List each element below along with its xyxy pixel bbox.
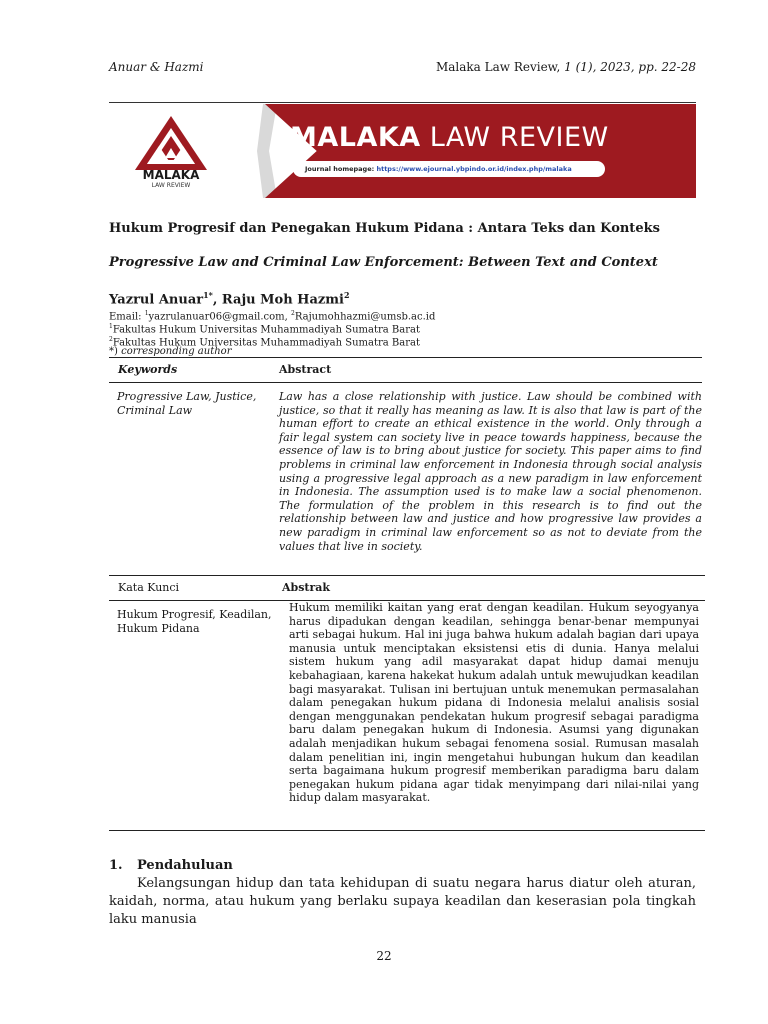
email-prefix: Email: bbox=[109, 311, 145, 323]
banner-title-bold: MALAKA bbox=[290, 122, 421, 153]
author-2: Raju Moh Hazmi bbox=[221, 292, 344, 308]
running-header-authors: Anuar & Hazmi bbox=[109, 60, 204, 74]
corresponding-mark: *) bbox=[109, 346, 122, 357]
logo-name: MALAKA bbox=[142, 168, 200, 182]
keywords-header: Keywords bbox=[118, 363, 178, 376]
author-list bbox=[109, 290, 350, 307]
author-2-sup: 2 bbox=[343, 290, 350, 300]
journal-issue: 1 (1), 2023, pp. 22-28 bbox=[560, 60, 696, 74]
journal-name: Malaka Law Review, bbox=[435, 60, 561, 74]
section-number: 1. bbox=[109, 858, 123, 873]
abstract-header: Abstract bbox=[279, 363, 332, 376]
abstrak-header: Abstrak bbox=[282, 581, 331, 594]
journal-homepage-bar bbox=[293, 161, 605, 177]
abstract-en-top-rule bbox=[109, 357, 702, 358]
abstract-en-text: Law has a close relationship with justice. Law should be combined with justice, so that it really has meaning as law. It is also that law is part of the human effort to create an ethical existence in the world. Only through a fair legal system can society live in peace towards happiness, because the essence of law is to bring about justice for society. This paper aims to find problems in criminal law enforcement in Indonesia through social analysis using a progressive legal approach as a new paradigm in law enforcement in Indonesia. The assumption used is to make law a social phenomenon. The formulation of the problem in this research is to find out the relationship between law and justice and how progressive law provides a new paradigm in criminal law enforcement so as not to deviate from the values that live in society. bbox=[279, 390, 702, 553]
affiliation-1-text: Fakultas Hukum Universitas Muhammadiyah Sumatra Barat bbox=[112, 324, 420, 336]
logo-subtitle: LAW REVIEW bbox=[151, 182, 191, 189]
abstract-id-top-rule bbox=[109, 575, 705, 576]
section-text: Kelangsungan hidup dan tata kehidupan di suatu negara harus diatur oleh aturan, kaidah, norma, atau hukum yang berlaku supaya keadilan dan keserasian pola tingkah laku manusia bbox=[109, 876, 696, 927]
abstract-id-bottom-rule bbox=[109, 830, 705, 831]
corresponding-text: corresponding author bbox=[121, 346, 232, 357]
author-1-sup: 1* bbox=[203, 290, 213, 300]
banner-title bbox=[290, 122, 609, 153]
affiliation-1-sup: 1 bbox=[109, 323, 113, 330]
keywords-id: Hukum Progresif, Keadilan, Hukum Pidana bbox=[117, 608, 272, 635]
kata-kunci-header: Kata Kunci bbox=[118, 581, 180, 594]
running-header-journal bbox=[436, 60, 696, 74]
author-1: Yazrul Anuar bbox=[109, 292, 204, 308]
abstract-id-text: Hukum memiliki kaitan yang erat dengan keadilan. Hukum seyogyanya harus dipadukan dengan keadilan, sehingga benar-benar mempunyai arti sebagai hukum. Hal ini juga bahwa hukum adalah bagian dari upaya manusia untuk menciptakan eksistensi etis di dunia. Hanya melalui sistem hukum yang adil masyarakat dapat hidup damai menuju kebahagiaan, karena hakekat hukum adalah untuk mewujudkan keadilan bagi masyarakat. Tulisan ini bertujuan untuk menemukan permasalahan dalam penegakan hukum pidana di Indonesia melalui analisis sosial dengan menggunakan pendekatan hukum progresif sebagai paradigma baru dalam penegakan hukum di Indonesia. Asumsi yang digunakan adalah menjadikan hukum sebagai fenomena sosial. Rumusan masalah dalam penelitian ini, ingin mengetahui hubungan hukum dan keadilan serta bagaimana hukum progresif memberikan paradigma baru dalam penegakan hukum pidana agar tidak menyimpang dari nilai-nilai yang hidup dalam masyarakat. bbox=[289, 601, 699, 805]
email-2[interactable]: Rajumohhazmi@umsb.ac.id bbox=[294, 311, 436, 323]
journal-banner bbox=[117, 104, 696, 198]
paper-title-indonesian: Hukum Progresif dan Penegakan Hukum Pidana : Antara Teks dan Konteks bbox=[109, 221, 660, 236]
section-heading bbox=[109, 858, 233, 873]
paper-title-english: Progressive Law and Criminal Law Enforcement: Between Text and Context bbox=[109, 255, 658, 270]
abstract-en-header-rule bbox=[109, 382, 702, 383]
homepage-label: Journal homepage: bbox=[305, 165, 377, 173]
section-body bbox=[109, 875, 696, 929]
affiliation-2-text: Fakultas Hukum Universitas Muhammadiyah Sumatra Barat bbox=[112, 337, 420, 349]
banner-stripe bbox=[257, 104, 277, 198]
email-1[interactable]: yazrulanuar06@gmail.com, bbox=[148, 311, 292, 323]
section-title: Pendahuluan bbox=[137, 858, 233, 873]
keywords-en: Progressive Law, Justice, Criminal Law bbox=[117, 390, 257, 417]
email-2-sup: 2 bbox=[291, 310, 295, 317]
homepage-link[interactable]: https://www.ejournal.ybpindo.or.id/index.php/malaka bbox=[376, 165, 572, 173]
page-number: 22 bbox=[376, 949, 392, 963]
header-rule bbox=[109, 102, 696, 103]
banner-title-rest: LAW REVIEW bbox=[420, 122, 609, 153]
email-1-sup: 1 bbox=[144, 310, 149, 317]
affiliation-2-sup: 2 bbox=[109, 336, 113, 343]
author-separator: , bbox=[212, 292, 222, 308]
